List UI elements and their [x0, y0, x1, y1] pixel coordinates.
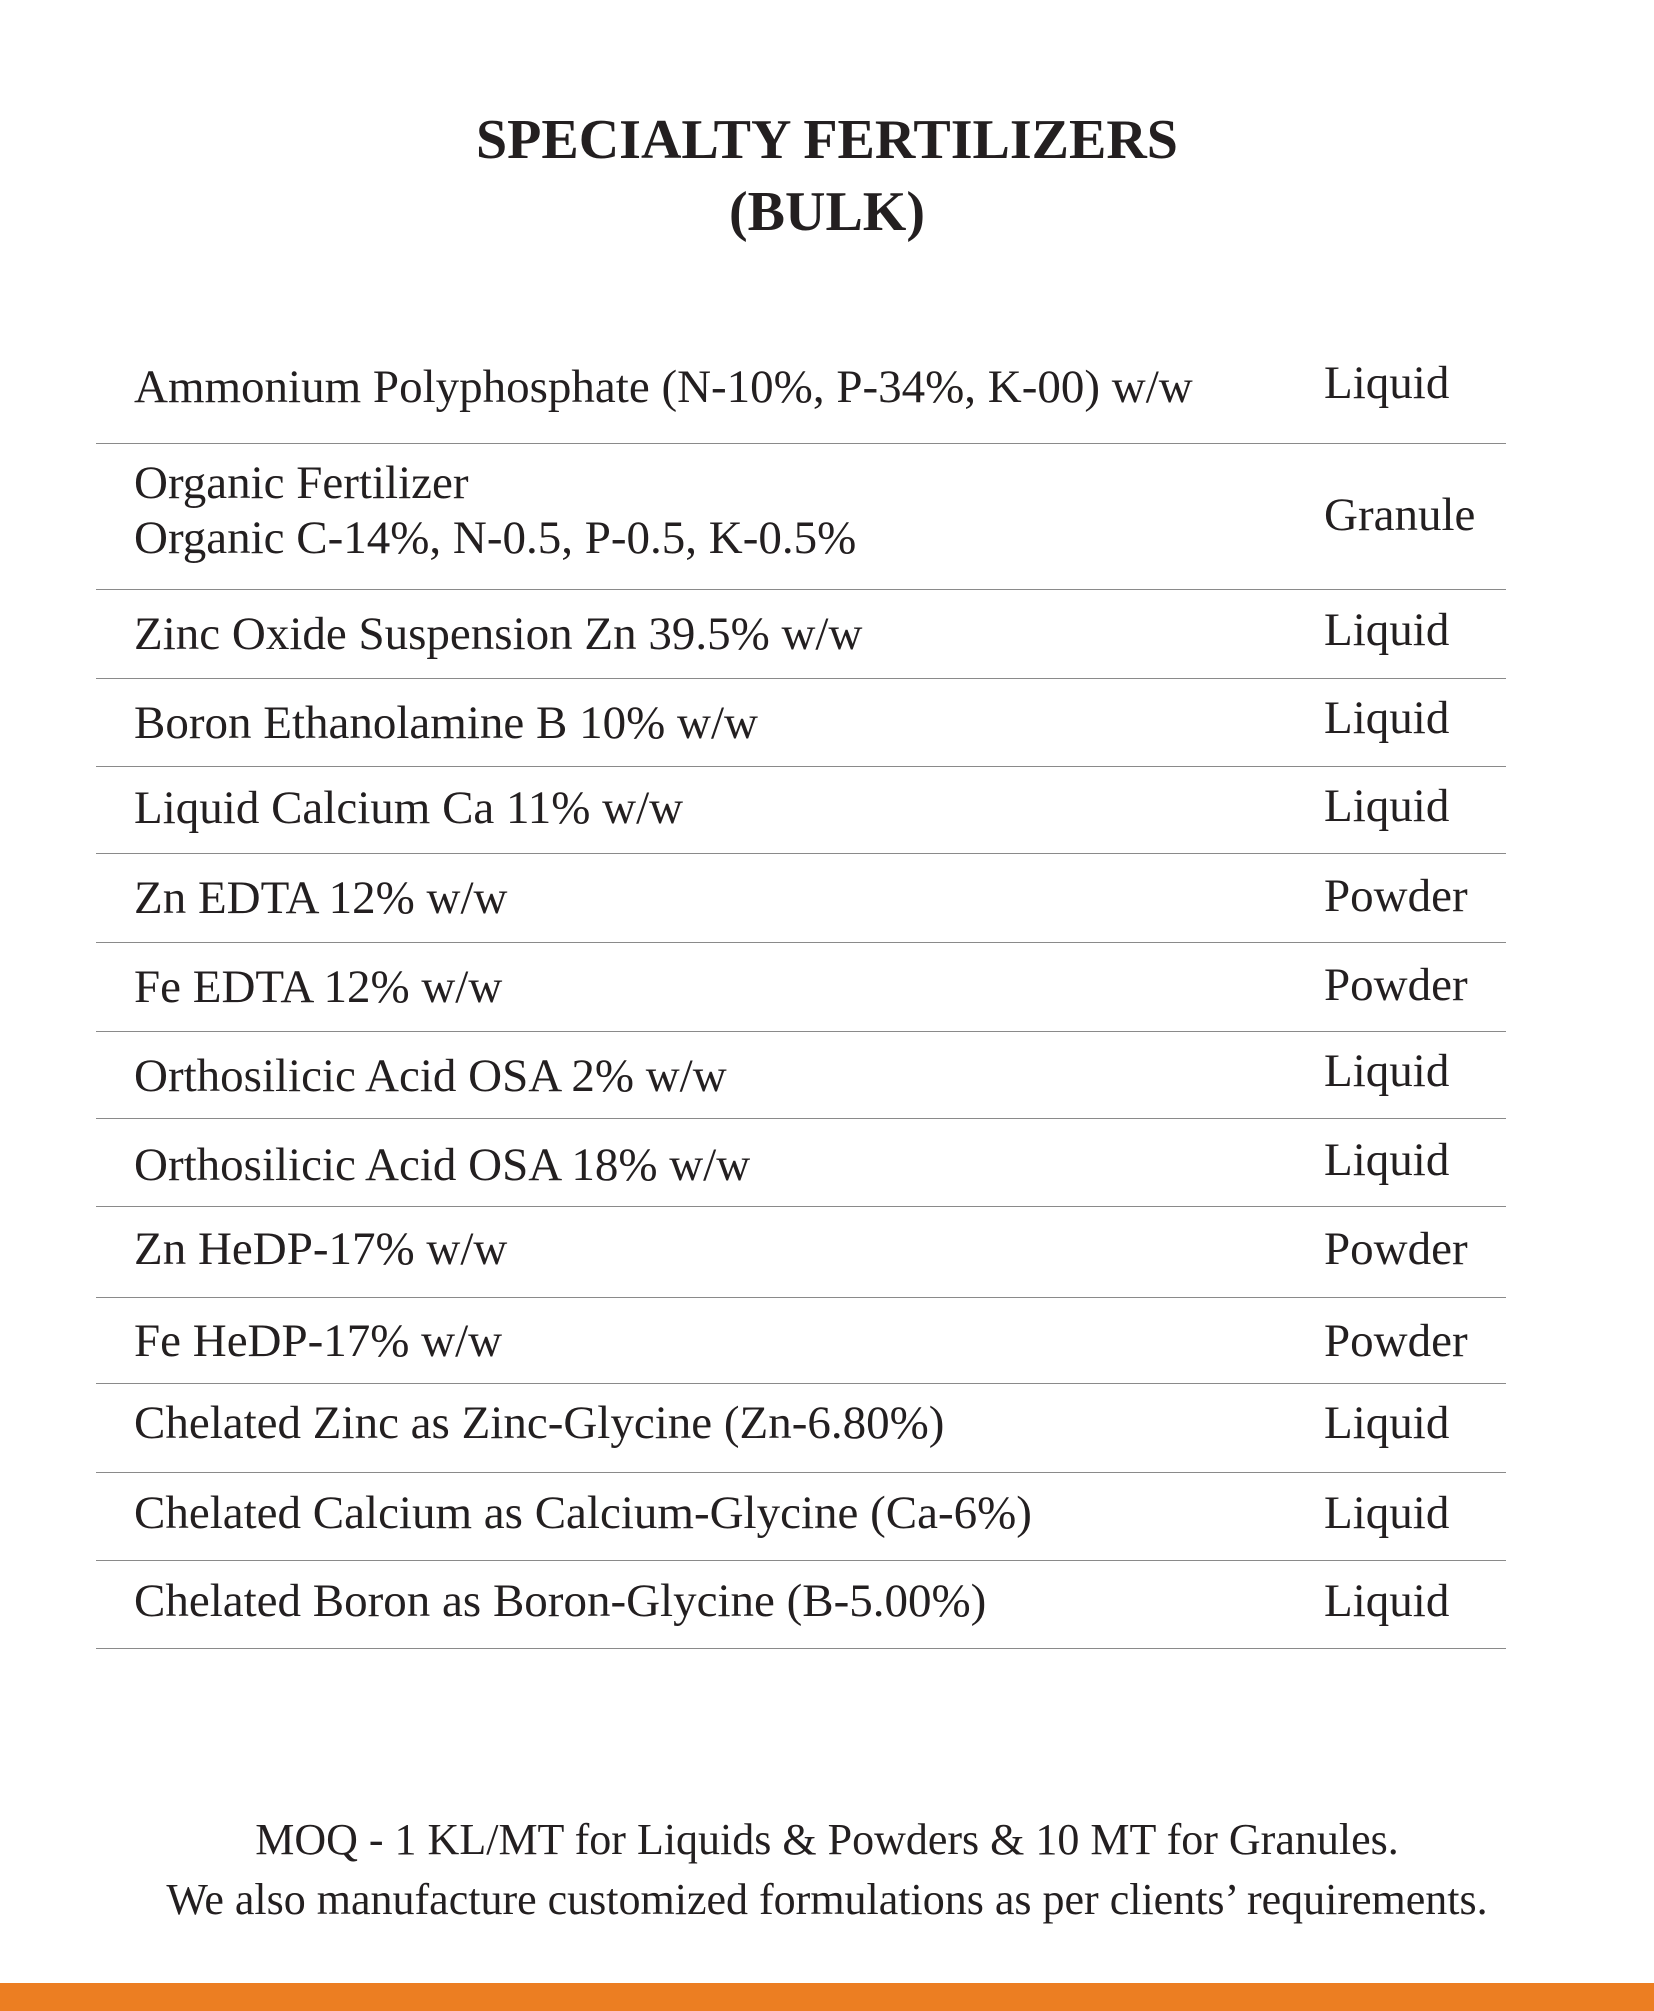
table-row [96, 340, 1506, 444]
product-name: Zn EDTA 12% w/w [134, 872, 508, 924]
product-name: Liquid Calcium Ca 11% w/w [134, 782, 684, 834]
product-form: Liquid [1324, 604, 1450, 656]
table-row [96, 444, 1506, 590]
table-row [96, 679, 1506, 767]
product-name [134, 456, 856, 566]
product-form: Liquid [1324, 692, 1450, 744]
product-form: Granule [1324, 489, 1476, 541]
product-name: Ammonium Polyphosphate (N-10%, P-34%, K-00) w/w [134, 361, 1193, 413]
product-form: Liquid [1324, 780, 1450, 832]
product-form: Liquid [1324, 1397, 1450, 1449]
product-table [96, 340, 1506, 1649]
product-form: Liquid [1324, 1575, 1450, 1627]
product-name: Orthosilicic Acid OSA 18% w/w [134, 1139, 751, 1191]
table-row [96, 1384, 1506, 1473]
product-name-line-1: Organic Fertilizer [134, 457, 469, 509]
table-row [96, 1207, 1506, 1298]
accent-bar [0, 1983, 1654, 2011]
product-form: Liquid [1324, 357, 1450, 409]
product-name: Fe HeDP-17% w/w [134, 1315, 503, 1367]
product-name: Chelated Zinc as Zinc-Glycine (Zn-6.80%) [134, 1397, 945, 1449]
table-row [96, 590, 1506, 679]
product-name: Chelated Calcium as Calcium-Glycine (Ca-6%) [134, 1487, 1032, 1539]
product-name: Chelated Boron as Boron-Glycine (B-5.00%) [134, 1575, 987, 1627]
product-name: Fe EDTA 12% w/w [134, 961, 503, 1013]
table-row [96, 767, 1506, 854]
table-row [96, 1119, 1506, 1207]
table-row [96, 943, 1506, 1032]
product-form: Liquid [1324, 1134, 1450, 1186]
page-title [0, 104, 1654, 248]
product-name: Orthosilicic Acid OSA 2% w/w [134, 1050, 727, 1102]
custom-formulation-note: We also manufacture customized formulations as per clients’ requirements. [166, 1875, 1488, 1924]
product-form: Powder [1324, 959, 1468, 1011]
product-form: Powder [1324, 1315, 1468, 1367]
product-name-line-2: Organic C-14%, N-0.5, P-0.5, K-0.5% [134, 512, 857, 564]
table-row [96, 1473, 1506, 1561]
product-name: Zn HeDP-17% w/w [134, 1223, 508, 1275]
table-row [96, 1561, 1506, 1649]
footer-note [0, 1810, 1654, 1930]
table-row [96, 1032, 1506, 1119]
product-form: Liquid [1324, 1487, 1450, 1539]
table-row [96, 1298, 1506, 1384]
table-row [96, 854, 1506, 943]
title-line-1: SPECIALTY FERTILIZERS [476, 109, 1178, 171]
product-name: Zinc Oxide Suspension Zn 39.5% w/w [134, 608, 863, 660]
moq-note: MOQ - 1 KL/MT for Liquids & Powders & 10 MT for Granules. [255, 1815, 1399, 1864]
product-name: Boron Ethanolamine B 10% w/w [134, 697, 758, 749]
title-line-2: (BULK) [729, 181, 925, 243]
product-form: Liquid [1324, 1045, 1450, 1097]
product-form: Powder [1324, 1223, 1468, 1275]
product-form: Powder [1324, 870, 1468, 922]
